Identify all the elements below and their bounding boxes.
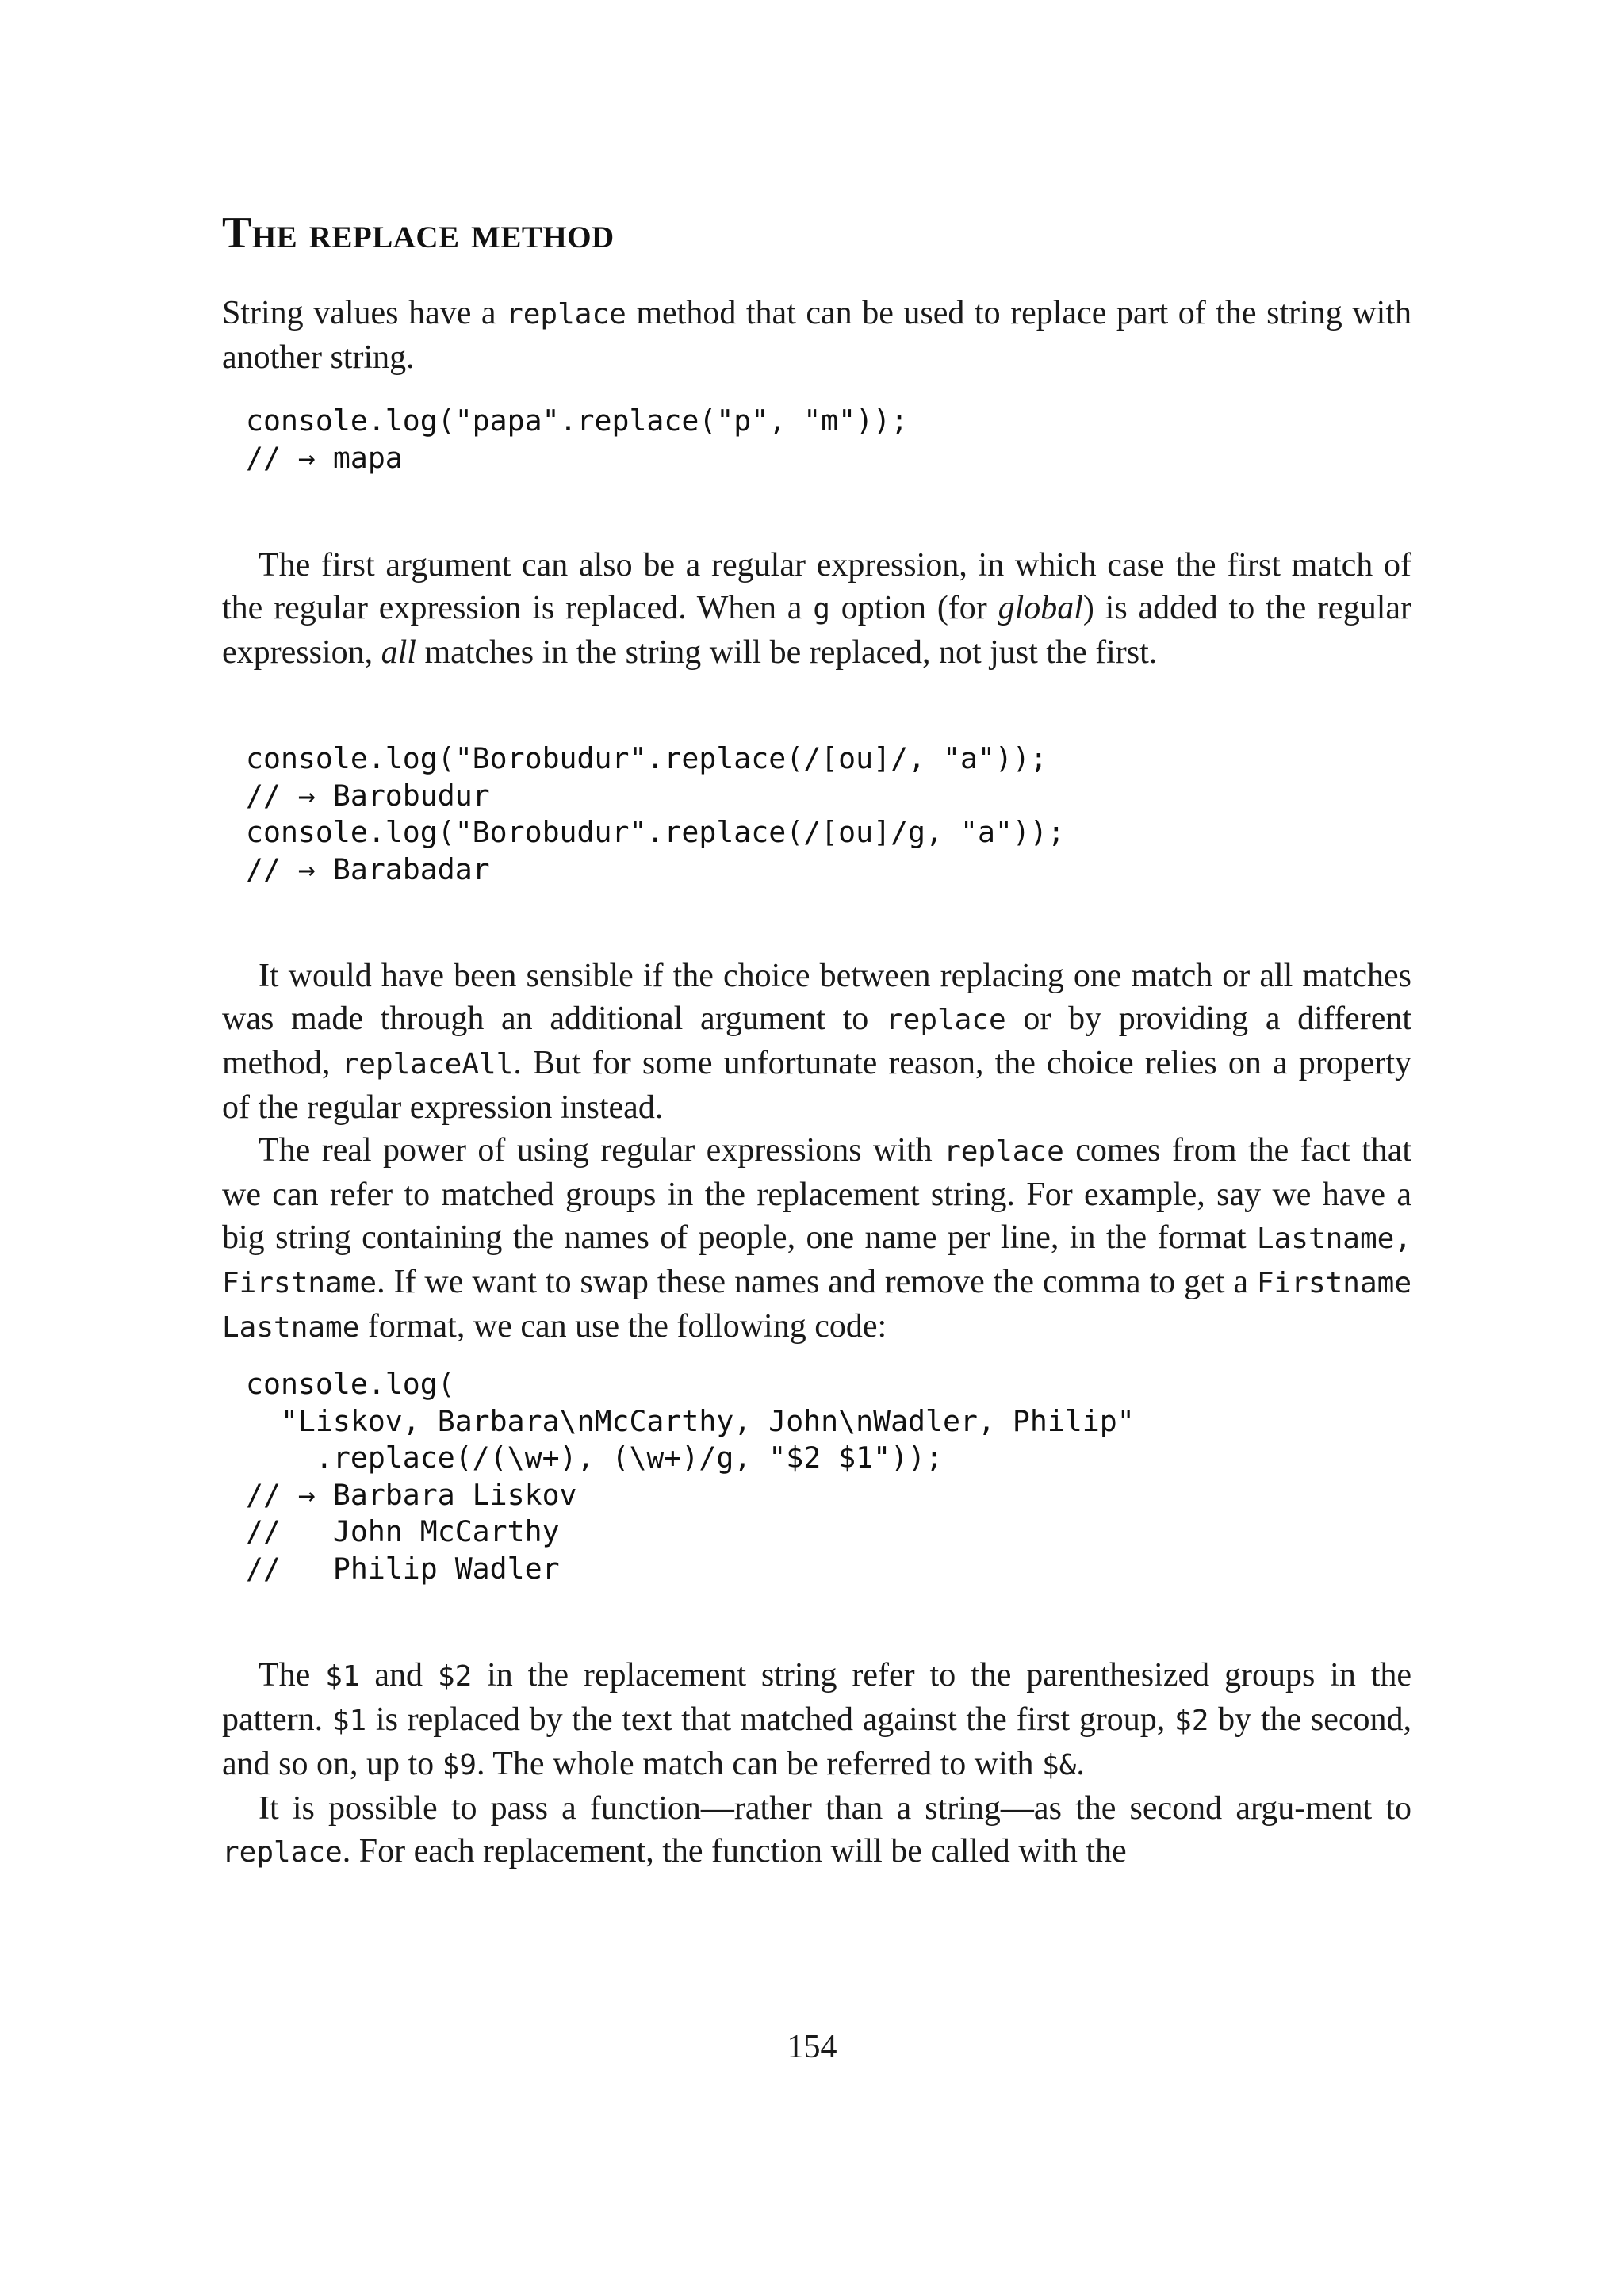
paragraph-group-replace-all	[222, 955, 1411, 1349]
paragraph-intro	[222, 292, 1411, 379]
text-run: . The whole match can be referred to with	[477, 1746, 1042, 1782]
paragraph-text	[222, 955, 1411, 1129]
text-run: . If we want to swap these names and remove the comma to get a	[377, 1264, 1257, 1300]
paragraph-regex-argument	[222, 544, 1411, 674]
paragraph-text	[222, 292, 1411, 379]
paragraph-text	[222, 544, 1411, 674]
text-run: .	[1076, 1746, 1085, 1782]
paragraph-text	[222, 1787, 1411, 1874]
text-run: matches in the string will be replaced, not just the first.	[416, 634, 1158, 671]
code-line: console.log("Borobudur".replace(/[ou]/, "a"));	[246, 741, 1048, 775]
inline-code: replace	[222, 1836, 343, 1869]
text-run: by the second, and so on, up to	[222, 1701, 1411, 1782]
text-run: method that can be used to replace part of the string with another string.	[222, 295, 1411, 376]
code-line: // → Barobudur	[246, 778, 490, 813]
page-number: 154	[787, 2029, 837, 2065]
text-run: The	[259, 1657, 326, 1693]
code-line: "Liskov, Barbara\nMcCarthy, John\nWadler, Philip"	[246, 1403, 1135, 1438]
inline-code: $9	[442, 1749, 477, 1781]
code-line: .replace(/(\w+), (\w+)/g, "$2 $1"));	[246, 1441, 943, 1475]
text-run: The real power of using regular expressions with	[259, 1132, 944, 1169]
inline-code: replace	[506, 298, 626, 331]
text-run: and	[359, 1657, 438, 1693]
inline-code: $1	[325, 1660, 360, 1693]
text-run: String values have a	[222, 295, 507, 331]
text-run: ) is added to the regular expression,	[222, 590, 1411, 671]
inline-code: Firstname Lastname	[222, 1267, 1411, 1344]
paragraph-text	[222, 1654, 1411, 1787]
paragraph-text	[222, 1129, 1411, 1349]
inline-code: replaceAll	[341, 1048, 514, 1081]
inline-code: replace	[944, 1135, 1064, 1168]
code-block-papa	[246, 403, 908, 476]
inline-code: replace	[885, 1004, 1006, 1036]
inline-code: $1	[331, 1705, 367, 1737]
text-run: in the replacement string refer to the parenthesized groups in the pattern.	[222, 1657, 1412, 1738]
code-line: // → mapa	[246, 440, 403, 475]
inline-code: Lastname, Firstname	[222, 1223, 1411, 1299]
text-run: It is possible to pass a function—rather than a string—as the second argu-ment to	[259, 1790, 1411, 1827]
text-run: comes from the fact that we can refer to matched groups in the replacement string. For example, say we have a big string containing the names of people, one name per line, in the format	[222, 1132, 1412, 1256]
code-line: // John McCarthy	[246, 1514, 560, 1548]
text-run: It would have been sensible if the choice between replacing one match or all matches was made through an additional argument to	[222, 958, 1411, 1037]
code-block-borobudur	[246, 740, 1065, 888]
emphasis-text: global	[998, 590, 1083, 626]
inline-code: g	[813, 593, 830, 626]
code-line: // Philip Wadler	[246, 1551, 560, 1586]
inline-code: $2	[1174, 1705, 1209, 1737]
text-run: or by providing a different method,	[222, 1001, 1411, 1081]
text-run: . For each replacement, the function will be called with the	[342, 1833, 1127, 1869]
section-heading: The replace method	[222, 209, 615, 258]
code-line: console.log("Borobudur".replace(/[ou]/g, "a"));	[246, 815, 1065, 849]
emphasis-text: all	[381, 634, 416, 671]
inline-code: $2	[437, 1660, 473, 1693]
code-line: // → Barbara Liskov	[246, 1477, 577, 1512]
code-line: console.log("papa".replace("p", "m"));	[246, 404, 909, 438]
code-block-swap-names	[246, 1366, 1135, 1587]
code-line: // → Barabadar	[246, 851, 490, 886]
text-run: . But for some unfortunate reason, the choice relies on a property of the regular expression instead.	[222, 1045, 1411, 1126]
text-run: option (for	[829, 590, 998, 626]
text-run: The first argument can also be a regular expression, in which case the first match of the regular expression is replaced. When a	[222, 547, 1411, 626]
inline-code: $&	[1041, 1749, 1077, 1781]
paragraph-group-groups	[222, 1654, 1411, 1874]
text-run: format, we can use the following code:	[359, 1308, 887, 1345]
code-line: console.log(	[246, 1367, 455, 1401]
text-run: is replaced by the text that matched against the first group,	[366, 1701, 1175, 1738]
